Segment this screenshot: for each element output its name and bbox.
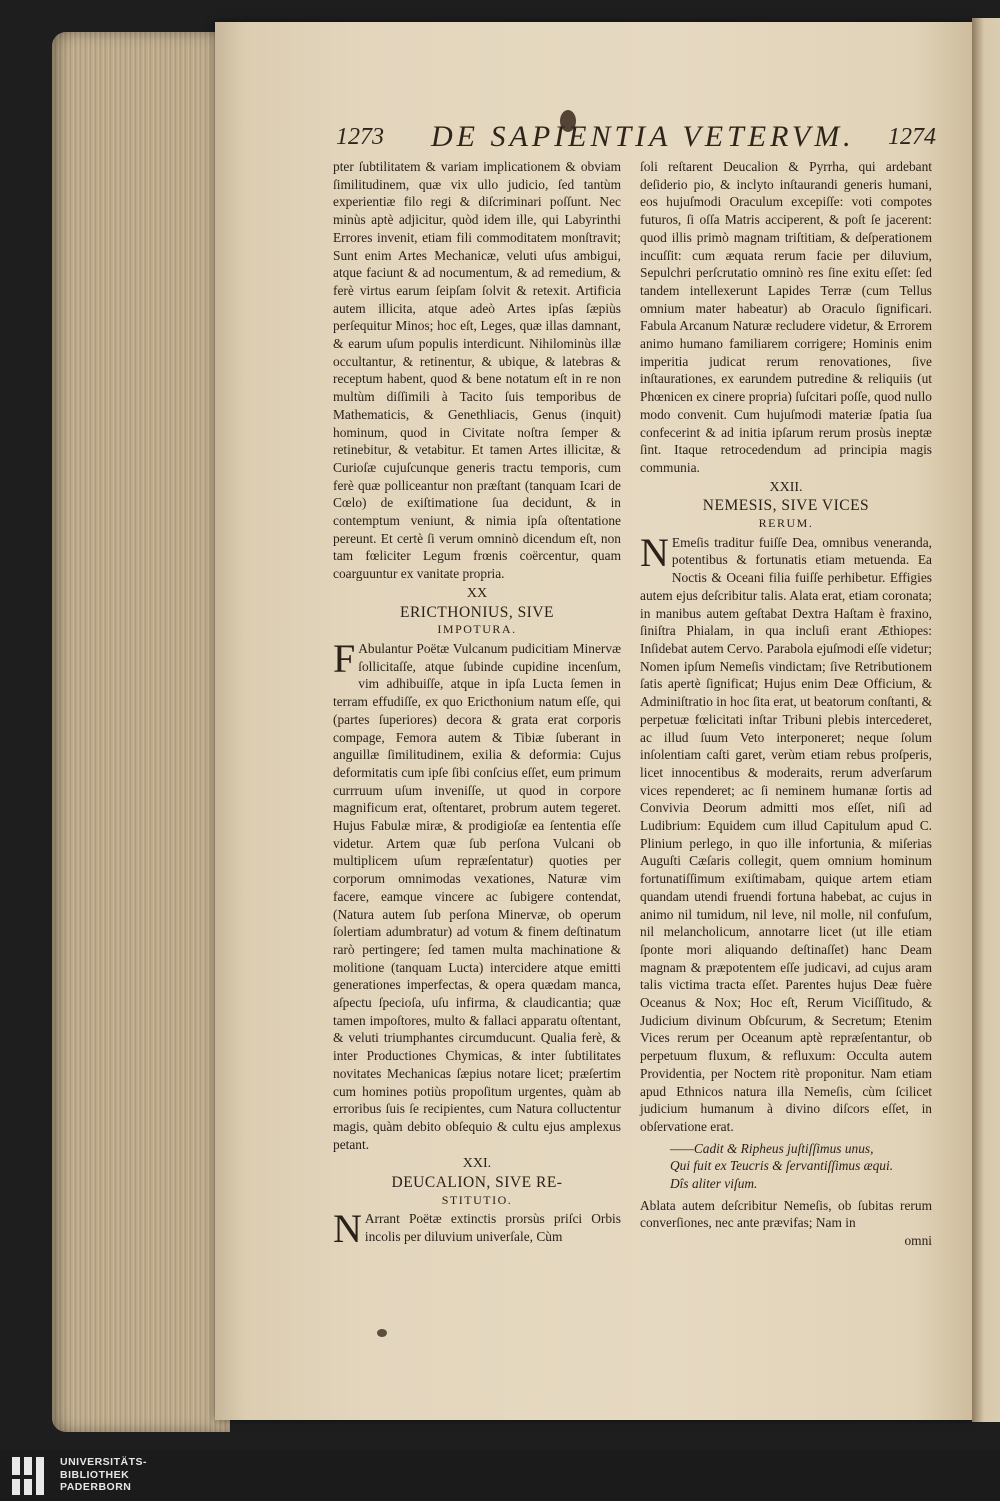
facing-page-edge bbox=[972, 18, 1000, 1422]
section-number-xxii: XXII. bbox=[769, 479, 803, 495]
verse-line: Qui fuit ex Teucris & ſervantiſſimus æqui. bbox=[670, 1158, 894, 1174]
left-page-number: 1273 bbox=[336, 124, 384, 150]
logo-line: PADERBORN bbox=[60, 1481, 132, 1493]
left-intro-paragraph: pter ſubtilitatem & variam implicationem & obviam ſimilitudinem, quæ vix ullo judicio, ſed tantùm experientiæ filo regi & diſcriminari poſſunt. Nec minùs aptè adjicitur, quòd idem ille, qui Labyrinthi Errores invenit, etiam fili commoditatem monſtravit; Sunt enim Artes Mechanicæ, veluti uſus ambigui, atque faciunt & ad nocumentum, & ad remedium, & ferè virtus earum ſeipſam ſolvit & retexit. Artificia autem illicita, atque adeò Artes ipſas ſæpiùs perſequitur Minos; hoc eſt, Leges, quæ illas damnant, & earum uſum populis interdicunt. Nihilominùs illæ occultantur, & retinentur, & ubique, & latebras & receptum habent, quod & bene notatum eſt in re non multùm diſſimili à Tacito ſuis temporibus de Mathematicis, & Genethliacis, Genus (inquit) hominum, quod in Civitate noſtra ſemper & retinebitur, & vetabitur. Et tamen Artes illicitæ, & Curioſæ cujuſcunque generis tractu temporis, cum ferè quæ polliceantur non præſtant (tanquam Icari de Cœlo) de exiſtimatione ſua decidunt, & in contemptum veniunt, & nimia ipſa oſtentatione pereunt. Et certè ſi verum omninò dicendum eſt, non tam fœliciter Legum frœnis coërcentur, quam coarguuntur ex vanitate propria. bbox=[333, 159, 621, 582]
verse-quote bbox=[670, 1140, 932, 1193]
ink-spot bbox=[377, 1329, 387, 1337]
section-subtitle-restitutio: STITUTIO. bbox=[441, 1192, 513, 1207]
right-page-number: 1274 bbox=[888, 124, 936, 150]
section-title-deucalion: DEUCALION, SIVE RE- bbox=[391, 1174, 563, 1192]
deucalion-text: Arrant Poëtæ extinctis prorsùs priſci Orbis incolis per diluvium univerſale, Cùm bbox=[364, 1211, 621, 1245]
ericthonius-paragraph bbox=[333, 635, 621, 1153]
drop-cap-n-nemesis: N bbox=[640, 529, 669, 575]
verse-line: ——Cadit & Ripheus juſtiſſimus unus, bbox=[670, 1140, 874, 1156]
book-page-edges bbox=[52, 32, 230, 1432]
logo-line: BIBLIOTHEK bbox=[60, 1468, 130, 1481]
section-subtitle-rerum: RERUM. bbox=[758, 516, 814, 531]
library-footer bbox=[0, 1450, 1000, 1501]
nemesis-paragraph bbox=[640, 529, 932, 1136]
drop-cap-f: F bbox=[333, 635, 356, 681]
section-title-nemesis: NEMESIS, SIVE VICES bbox=[702, 497, 870, 515]
section-title-ericthonius: ERICTHONIUS, SIVE bbox=[399, 603, 555, 621]
right-column bbox=[640, 158, 932, 1250]
left-column bbox=[333, 158, 621, 1252]
running-head bbox=[336, 118, 936, 158]
drop-cap-n: N bbox=[333, 1206, 362, 1252]
section-number-xx: XX bbox=[466, 585, 488, 601]
verse-line: Dîs aliter viſum. bbox=[670, 1176, 758, 1192]
nemesis-text: Emeſis traditur fuiſſe Dea, omnibus veneranda, potentibus & fortunatis etiam metuenda. Ea Noctis & Oceani filia fuiſſe perhibetur. Effigies autem ejus deſcribitur talis. Alata erat, etiam coronata; in manibus autem geſtabat Dextra Haſtam è fraxino, ſiniſtra Phialam, in qua incluſi erant Æthiopes: Inſidebat autem Cervo. Parabola ejuſmodi eſſe videtur; Nomen ipſum Nemeſis vindictam; ſive Retributionem ſatis apertè ſignificat; Hujus enim Deæ Officium, & Adminiſtratio in hoc ſita erat, ut beatorum conſtanti, & perpetuæ fœlicitati inſtar Tribuni plebis intercederet, ac illud ſuum Veto interponeret; neque ſolum inſolentiam caſti garet, verùm etiam rebus proſperis, licet innocentibus & moderaits, rerum adverſarum vices rependeret; ac ſi neminem humanæ ſortis ad Convivia Deorum admitti mos eſſet, niſi ad Ludibrium: Equidem cum illud Capitulum apud C. Plinium perlego, in quo ille infortunia, & miſerias Auguſti Cæſaris collegit, quem omnium hominum fortunatiſſimum exiſtimabam, quique artem etiam quandam utendi fruendi fortuna habebat, ac cujus in animo nil tumidum, nil leve, nil molle, nil confuſum, nil melancholicum, annotarre licet (ut ille etiam ſponte mori aliquando deſtinaſſet) hanc Deam magnam & præpotentem eſſe judicavi, ad cujus aram talis victima tracta eſſet. Parentes hujus Deæ fuère Oceanus & Nox; Hoc eſt, Rerum Viciſſitudo, & Judicium divinum Obſcurum, & Secretum; Etenim Vices rerum per Oceanum aptè repræſentantur, ob perpetuum fluxum, & refluxum: Occulta autem Providentia, per Noctem ritè proponitur. Nam etiam apud Ethnicos natura illa Nemeſis, cùm ſcilicet judicium humanum à divino diſcors eſſet, in obſervatione erat. bbox=[640, 534, 932, 1134]
right-intro-paragraph: ſoli reſtarent Deucalion & Pyrrha, qui ardebant deſiderio pio, & inclyto inſtaurandi generis humani, eos hujuſmodi Oraculum excepiſſe: voti compotes futuros, ſi oſſa Matris acciperent, & poſt ſe jacerent: quod illis primò magnam triſtitiam, & deſperationem incuſſit: cum æquata rerum facie per diluvium, Sepulchri perſcrutatio omninò res ſine exitu eſſet: ſed tandem intellexerunt Lapides Terræ (cum Tellus omnium mater habeatur) ab Oraculo ſignificari. Fabula Arcanum Naturæ recludere videtur, & Errorem animo humano familiarem corrigere; Hominis enim imperitia judicat rerum renovationes, ſive inſtaurationes, ex earundem putredine & reliquiis (ut Phœnicen ex cinere propria) ſuſcitari poſſe, quod nullo modo convenit. Cum hujuſmodi materiæ ſpatia ſua confecerint & ad initia ipſarum rerum prosùs ineptæ ſint. Itaque retrocedendum ad principia magis communia. bbox=[640, 159, 932, 475]
logo-line: UNIVERSITÄTS- bbox=[60, 1456, 148, 1468]
deucalion-paragraph bbox=[333, 1206, 621, 1252]
section-subtitle-impotura: IMPOTURA. bbox=[437, 622, 517, 637]
library-logo-icon bbox=[12, 1455, 52, 1497]
book-title: DE SAPIENTIA VETERVM. bbox=[431, 120, 855, 153]
section-number-xxi: XXI. bbox=[462, 1156, 492, 1172]
closing-paragraph: Ablata autem deſcribitur Nemeſis, ob ſubitas rerum converſiones, nec ante prævifas; Nam in bbox=[640, 1197, 932, 1231]
ericthonius-text: Abulantur Poëtæ Vulcanum pudicitiam Minervæ ſollicitaſſe, atque ſubinde cupidine incenſum, vim adhibuiſſe, atque in ipſa Lucta ſemen in terram effudiſſe, ex quo Ericthonium natum eſſe, qui (partes ſuperiores) decora & grata erat corporis compage, Femora autem & Tibiæ ſuberant in anguillæ ſimilitudinem, exilia & deformia: Cujus deformitatis cum ipſe ſibi conſcius eſſet, eum primum currruum uſum inveniſſe, ut quod in corpore magnificum erat, oſtentaret, probrum autem tegeret. Hujus Fabulæ miræ, & prodigioſæ ea ſententia eſſe videtur. Artem quæ ſub perſona Vulcani ob multiplicem uſum repræſentatur) quoties per corporum omnimodas vexationes, Naturæ vim facere, eamque vincere ac ſubigere contendat, (Natura autem ſub perſona Minervæ, ob operum ſolertiam adumbratur) ad votum & finem deſtinatum rarò pertingere; ſed tamen multa machinatione & molitione (tanquam Lucta) intercidere atque emitti generationes imperfectas, & opera quædam manca, aſpectu ſpecioſa, uſu infirma, & claudicantia; quæ tamen impoſtores, multo & fallaci apparatu oſtentant, & veluti triumphantes circumducunt. Qualia ferè, & inter Productiones Chymicas, & inter ſubtilitates novitates Mechanicas ſæpius notare licet; præſertim cum homines potiùs propoſitum urgentes, quàm ab erroribus ſuis ſe recipientes, cum Natura colluctentur magis, quàm debito obſequio & cultu ejus amplexus petant. bbox=[333, 640, 621, 1152]
catchword: omni bbox=[904, 1233, 932, 1249]
library-logo-text bbox=[60, 1456, 147, 1494]
